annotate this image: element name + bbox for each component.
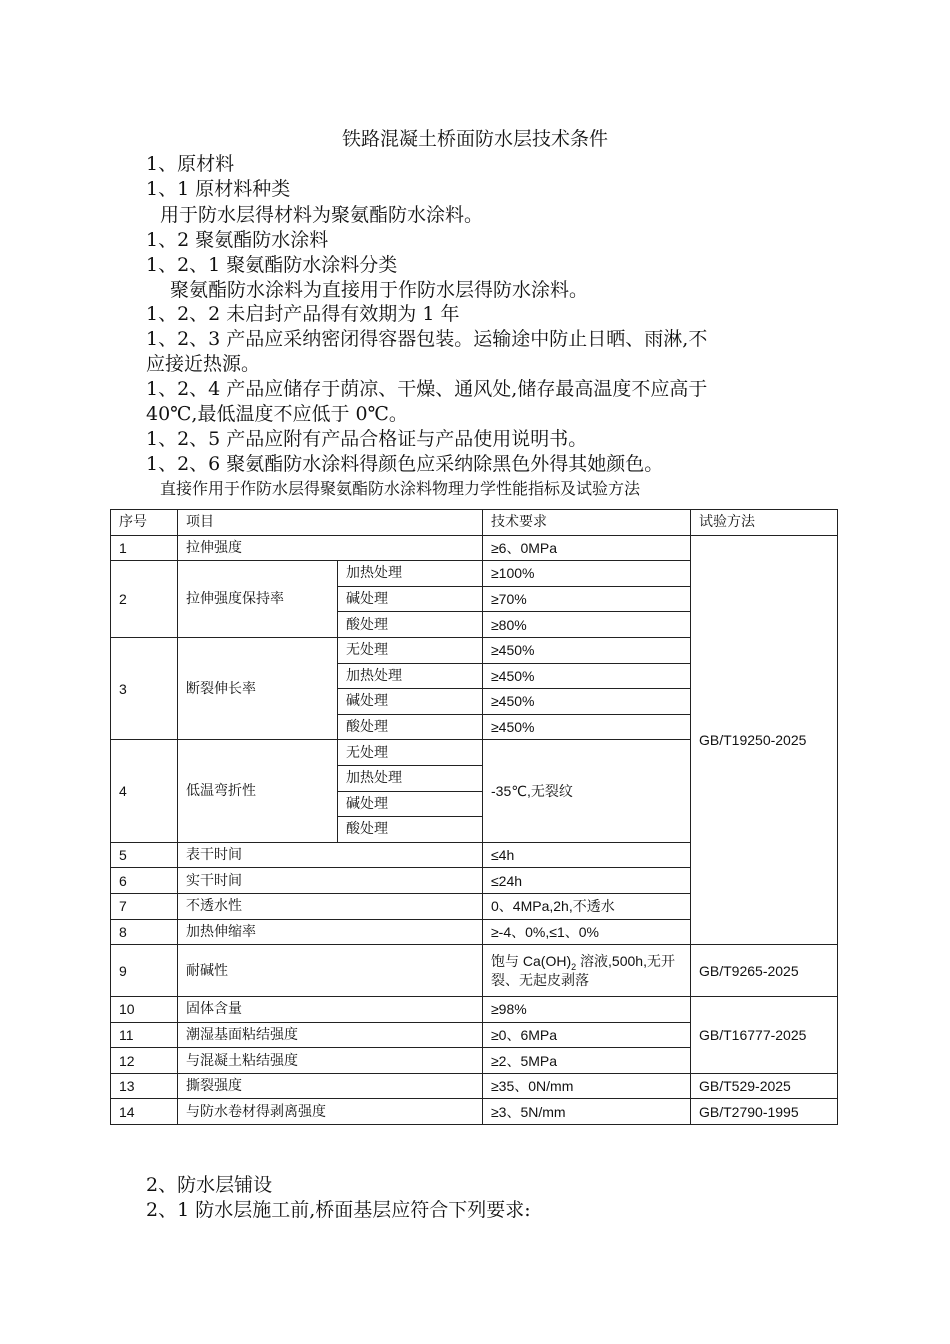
header-method: 试验方法 — [691, 510, 838, 536]
table-header-row — [111, 510, 838, 536]
subsection-1-2-1: 1、2、1 聚氨酯防水涂料分类 — [146, 254, 398, 276]
table-row: 2 拉伸强度保持率 加热处理 ≥100% — [111, 561, 838, 587]
subsection-1-2-3: 1、2、3 产品应采纳密闭得容器包装。运输途中防止日晒、雨淋,不 — [146, 328, 708, 350]
table-row: 14 与防水卷材得剥离强度 ≥3、5N/mm GB/T2790-1995 — [111, 1099, 838, 1125]
table-row: 9 耐碱性 饱与 $Ca(OH)_2$ 溶液,500h,无开裂、无起皮剥落 GB/T9265-2025 — [111, 945, 838, 997]
subsection-1-2: 1、2 聚氨酯防水涂料 — [146, 229, 329, 251]
subsection-1-2-4: 1、2、4 产品应储存于荫凉、干燥、通风处,储存最高温度不应高于 — [146, 378, 708, 400]
table-row: 4 低温弯折性 无处理 -35℃,无裂纹 — [111, 740, 838, 766]
header-item: 项目 — [178, 510, 483, 536]
table-row: 13 撕裂强度 ≥35、0N/mm GB/T529-2025 — [111, 1073, 838, 1099]
paragraph-materials: 用于防水层得材料为聚氨酯防水涂料。 — [160, 204, 484, 226]
method-cell-1-8: GB/T19250-2025 — [691, 535, 838, 945]
table-row: 加热处理 ≥450% — [111, 663, 838, 689]
table-row: 3 断裂伸长率 无处理 ≥450% — [111, 637, 838, 663]
table-row: 碱处理 — [111, 791, 838, 817]
table-row: 1 拉伸强度 ≥6、0MPa GB/T19250-2025 — [111, 535, 838, 561]
table-row: 酸处理 — [111, 817, 838, 843]
document-title: 铁路混凝土桥面防水层技术条件 — [341, 128, 608, 150]
table-row: 12 与混凝土粘结强度 ≥2、5MPa — [111, 1048, 838, 1074]
subsection-1-2-6: 1、2、6 聚氨酯防水涂料得颜色应采纳除黑色外得其她颜色。 — [146, 453, 664, 475]
properties-table — [110, 509, 838, 1125]
paragraph-classification: 聚氨酯防水涂料为直接用于作防水层得防水涂料。 — [170, 279, 589, 301]
subsection-1-2-2: 1、2、2 未启封产品得有效期为 1 年 — [146, 303, 460, 325]
table-caption: 直接作用于作防水层得聚氨酯防水涂料物理力学性能指标及试验方法 — [160, 479, 641, 498]
subsection-1-2-4-cont: 40℃,最低温度不应低于 0℃。 — [146, 403, 408, 425]
method-cell-10-12: GB/T16777-2025 — [691, 997, 838, 1074]
header-requirement: 技术要求 — [483, 510, 691, 536]
table-row: 5 表干时间 ≤4h — [111, 842, 838, 868]
section-heading-1: 1、原材料 — [146, 153, 235, 175]
subsection-2-1: 2、1 防水层施工前,桥面基层应符合下列要求: — [146, 1199, 531, 1221]
section-heading-2: 2、防水层铺设 — [146, 1174, 273, 1196]
table-row: 碱处理 ≥70% — [111, 586, 838, 612]
table-row: 酸处理 ≥80% — [111, 612, 838, 638]
table-row: 加热处理 — [111, 765, 838, 791]
table-row: 6 实干时间 ≤24h — [111, 868, 838, 894]
subsection-1-2-5: 1、2、5 产品应附有产品合格证与产品使用说明书。 — [146, 428, 588, 450]
subsection-1-1: 1、1 原材料种类 — [146, 178, 291, 200]
table-row: 酸处理 ≥450% — [111, 714, 838, 740]
table-row: 7 不透水性 0、4MPa,2h,不透水 — [111, 893, 838, 919]
table-row: 10 固体含量 ≥98% GB/T16777-2025 — [111, 997, 838, 1023]
header-no: 序号 — [111, 510, 178, 536]
subsection-1-2-3-cont: 应接近热源。 — [146, 353, 261, 375]
table-row: 8 加热伸缩率 ≥-4、0%,≤1、0% — [111, 919, 838, 945]
table-row: 11 潮湿基面粘结强度 ≥0、6MPa — [111, 1022, 838, 1048]
alkali-requirement: 饱与 $Ca(OH)_2$ 溶液,500h,无开裂、无起皮剥落 — [483, 945, 691, 997]
table-row: 碱处理 ≥450% — [111, 689, 838, 715]
